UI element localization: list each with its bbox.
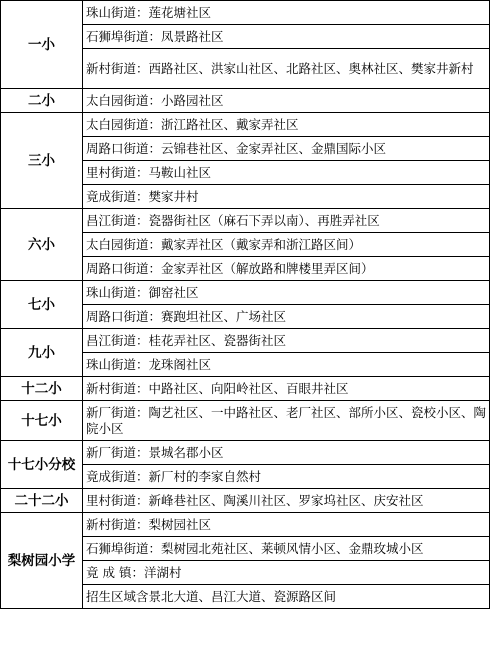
district-area: 新村街道：中路社区、向阳岭社区、百眼井社区: [83, 377, 490, 401]
table-row: [1, 89, 490, 113]
district-area: 太白园街道：戴家弄社区（戴家弄和浙江路区间）: [83, 233, 490, 257]
district-area: 新村街道：西路社区、洪家山社区、北路社区、奥林社区、樊家井新村: [83, 49, 490, 89]
table-row: [1, 209, 490, 233]
district-area: 竟 成 镇：洋湖村: [83, 561, 490, 585]
district-area: 珠山街道：莲花塘社区: [83, 1, 490, 25]
district-area: 周路口街道：云锦巷社区、金家弄社区、金鼎国际小区: [83, 137, 490, 161]
table-row: [1, 281, 490, 305]
district-area: 石狮埠街道：凤景路社区: [83, 25, 490, 49]
district-area: 里村街道：马鞍山社区: [83, 161, 490, 185]
district-area: 招生区域含景北大道、昌江大道、瓷源路区间: [83, 585, 490, 609]
district-area: 太白园街道：小路园社区: [83, 89, 490, 113]
district-area: 竟成街道：新厂村的李家自然村: [83, 465, 490, 489]
table-row: [1, 329, 490, 353]
school-name: 一小: [1, 1, 83, 89]
district-area: 昌江街道：桂花弄社区、瓷器街社区: [83, 329, 490, 353]
district-area: 竟成街道：樊家井村: [83, 185, 490, 209]
school-name: 十二小: [1, 377, 83, 401]
school-name: 梨树园小学: [1, 513, 83, 609]
table-row: [1, 113, 490, 137]
table-row: [1, 377, 490, 401]
district-area: 里村街道：新峰巷社区、陶溪川社区、罗家坞社区、庆安社区: [83, 489, 490, 513]
school-name: 七小: [1, 281, 83, 329]
school-name: 十七小分校: [1, 441, 83, 489]
school-name: 十七小: [1, 401, 83, 441]
school-name: 三小: [1, 113, 83, 209]
district-area: 周路口街道：金家弄社区（解放路和牌楼里弄区间）: [83, 257, 490, 281]
district-area: 周路口街道：赛跑坦社区、广场社区: [83, 305, 490, 329]
district-area: 昌江街道：瓷器街社区（麻石下弄以南）、再胜弄社区: [83, 209, 490, 233]
district-area: 新村街道：梨树园社区: [83, 513, 490, 537]
district-area: 珠山街道：龙珠阁社区: [83, 353, 490, 377]
school-name: 六小: [1, 209, 83, 281]
school-name: 九小: [1, 329, 83, 377]
district-area: 太白园街道：浙江路社区、戴家弄社区: [83, 113, 490, 137]
table-row: [1, 441, 490, 465]
table-row: [1, 1, 490, 25]
table-row: [1, 513, 490, 537]
district-area: 珠山街道：御窑社区: [83, 281, 490, 305]
district-area: 新厂街道：景城名郡小区: [83, 441, 490, 465]
table-row: [1, 401, 490, 441]
table-row: [1, 489, 490, 513]
school-name: 二十二小: [1, 489, 83, 513]
district-area: 石狮埠街道：梨树园北苑社区、莱顿风情小区、金鼎玫城小区: [83, 537, 490, 561]
school-name: 二小: [1, 89, 83, 113]
district-area: 新厂街道：陶艺社区、一中路社区、老厂社区、部所小区、瓷校小区、陶院小区: [83, 401, 490, 441]
